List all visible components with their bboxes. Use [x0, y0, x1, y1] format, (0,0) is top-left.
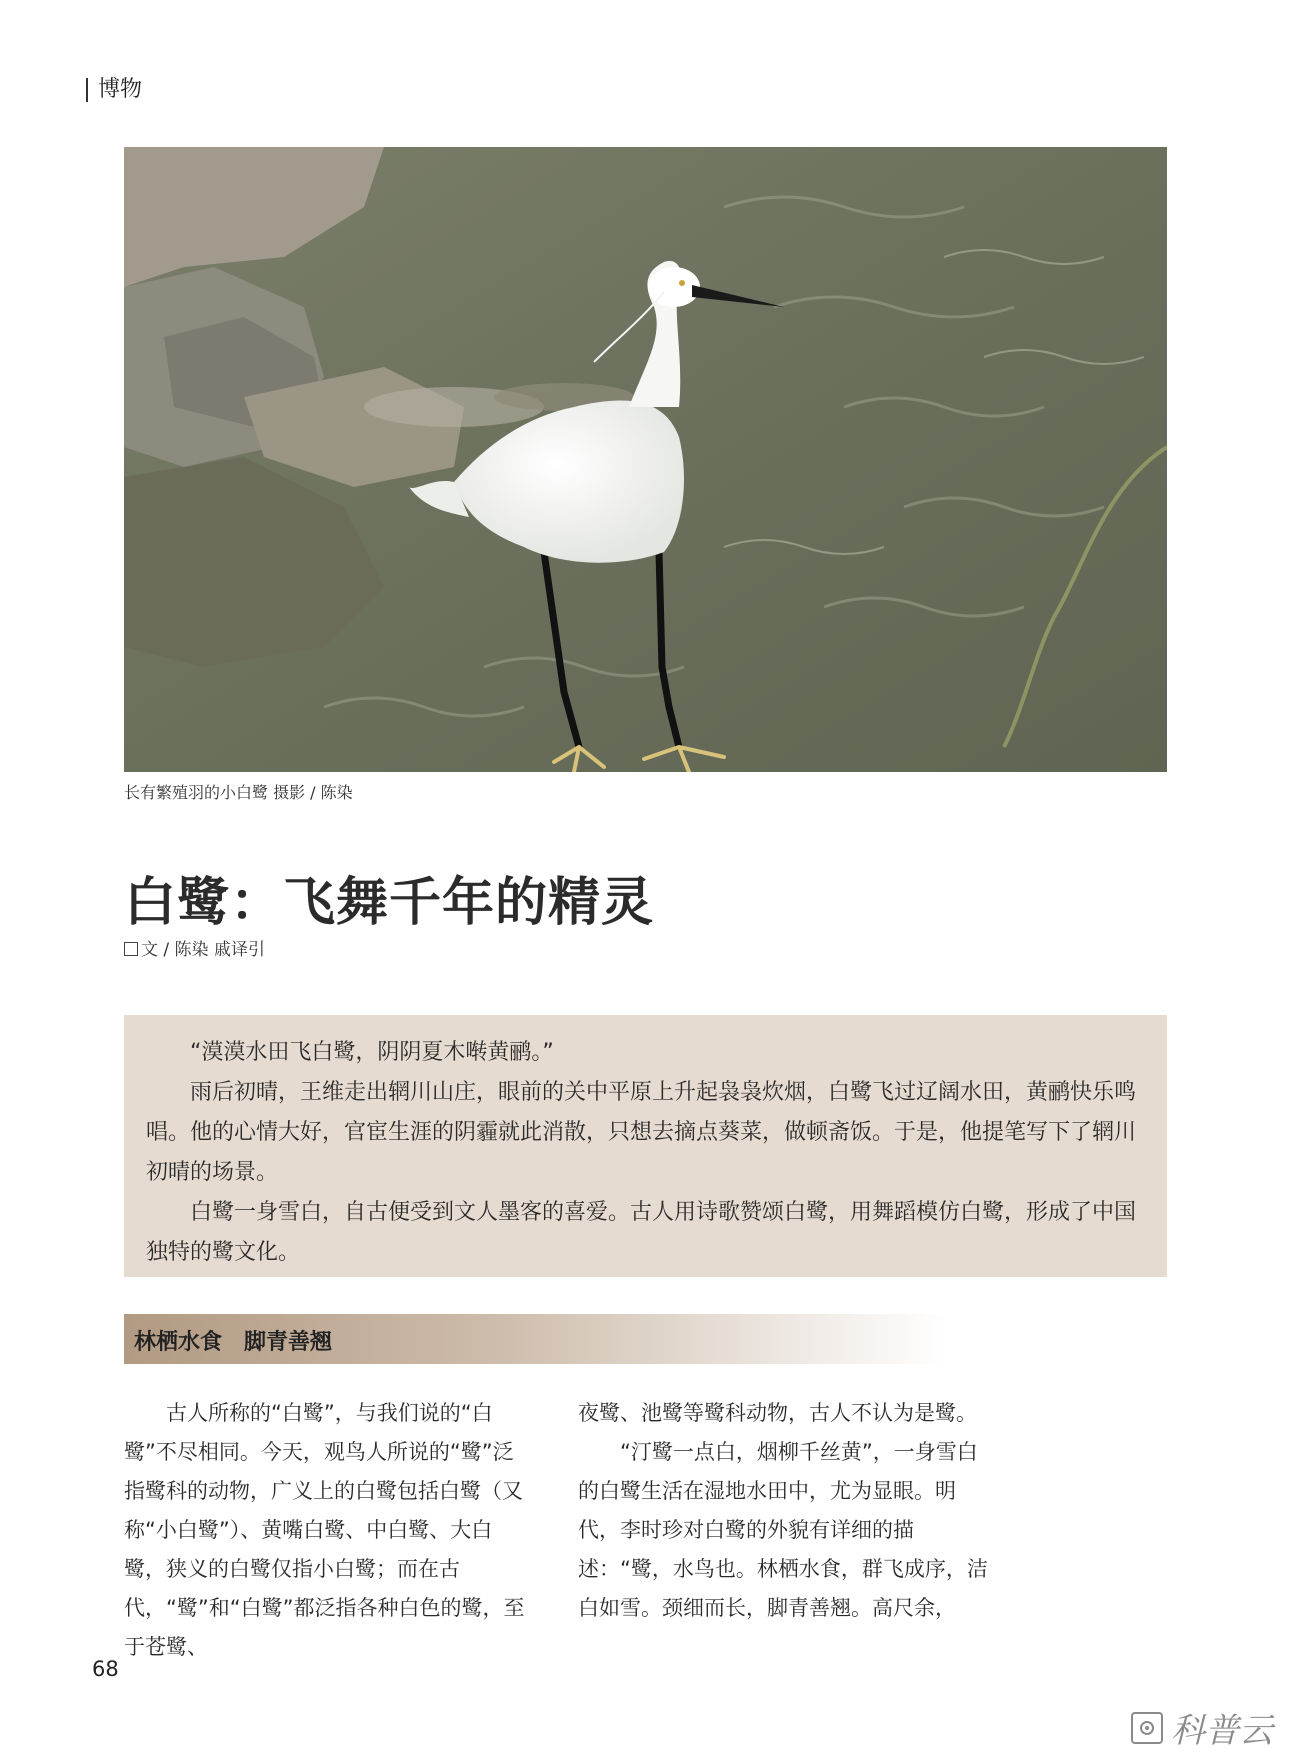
body-column-right [578, 1394, 988, 1628]
photo-caption: 长有繁殖羽的小白鹭 摄影 / 陈染 [124, 783, 353, 802]
byline-text: 文 / 陈染 戚译引 [141, 940, 265, 960]
intro-box [124, 1015, 1167, 1277]
intro-paragraph: “漠漠水田飞白鹭，阴阴夏木啭黄鹂。” [190, 1040, 554, 1065]
egret-photo-illustration [124, 147, 1167, 772]
watermark [1131, 1703, 1273, 1752]
article-title: 白鹭：飞舞千年的精灵 [124, 873, 655, 933]
body-column-left [124, 1394, 534, 1667]
intro-paragraph: 雨后初晴，王维走出辋川山庄，眼前的关中平原上升起袅袅炊烟，白鹭飞过辽阔水田，黄鹂快乐鸣唱。他的心情大好，官宦生涯的阴霾就此消散，只想去摘点葵菜，做顿斋饭。于是，他提笔写下了辋川初晴的场景。 [146, 1080, 1137, 1185]
body-paragraph: 夜鹭、池鹭等鹭科动物，古人不认为是鹭。 [578, 1401, 977, 1425]
subhead-text: 林栖水食 脚青善翘 [134, 1330, 333, 1355]
page-number: 68 [92, 1657, 119, 1681]
intro-paragraph: 白鹭一身雪白，自古便受到文人墨客的喜爱。古人用诗歌赞颂白鹭，用舞蹈模仿白鹭，形成了中国独特的鹭文化。 [146, 1200, 1137, 1265]
kepuyun-logo-icon [1131, 1712, 1163, 1744]
watermark-text: 科普云 [1171, 1711, 1273, 1751]
body-paragraph: “汀鹭一点白，烟柳千丝黄”，一身雪白的白鹭生活在湿地水田中，尤为显眼。明代，李时珍对白鹭的外貌有详细的描述：“鹭，水鸟也。林栖水食，群飞成序，洁白如雪。颈细而长，脚青善翘。高尺余， [578, 1440, 988, 1620]
section-tag: 博物 [86, 78, 142, 102]
body-paragraph: 古人所称的“白鹭”，与我们说的“白鹭”不尽相同。今天，观鸟人所说的“鹭”泛指鹭科的动物，广义上的白鹭包括白鹭（又称“小白鹭”）、黄嘴白鹭、中白鹭、大白鹭，狭义的白鹭仅指小白鹭；而在古代，“鹭”和“白鹭”都泛指各种白色的鹭，至于苍鹭、 [124, 1401, 525, 1659]
section-subhead [124, 1314, 947, 1364]
byline [124, 935, 265, 960]
byline-box-icon [124, 942, 138, 956]
egret-photo [124, 147, 1167, 772]
